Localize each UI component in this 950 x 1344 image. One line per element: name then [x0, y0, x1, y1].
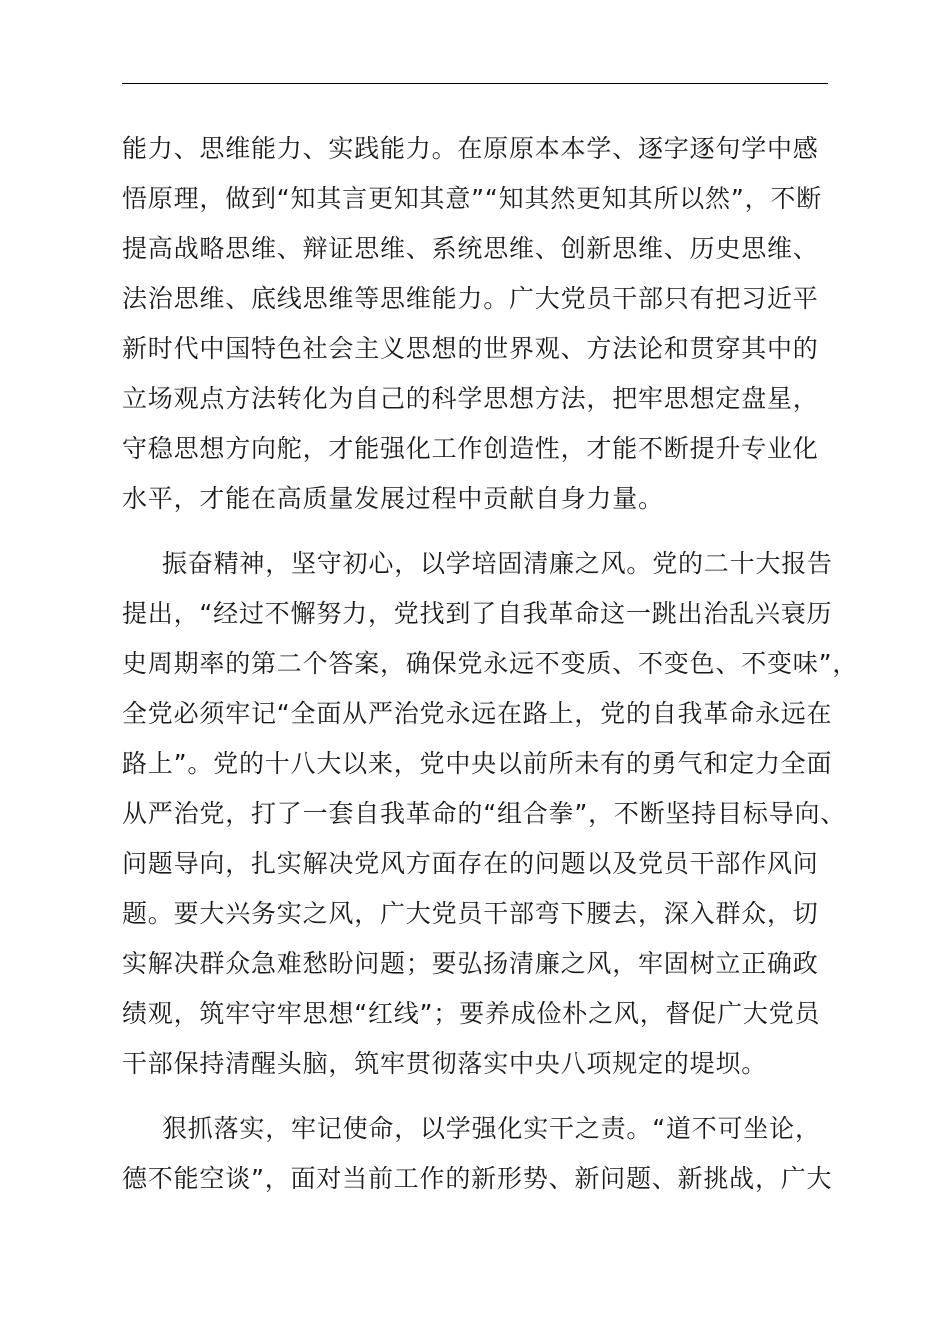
text-line: 提高战略思维、辩证思维、系统思维、创新思维、历史思维、: [122, 234, 819, 263]
text-line: 守稳思想方向舵，才能强化工作创造性，才能不断提升专业化: [122, 434, 819, 463]
header-rule: [122, 83, 828, 84]
text-line: 水平，才能在高质量发展过程中贡献自身力量。: [122, 484, 664, 513]
text-line: 问题导向，扎实解决党风方面存在的问题以及党员干部作风问: [122, 849, 819, 878]
text-line: 悟原理，做到“知其言更知其意”“知其然更知其所以然”，不断: [122, 184, 823, 213]
text-line: 法治思维、底线思维等思维能力。广大党员干部只有把习近平: [122, 284, 819, 313]
text-line: 史周期率的第二个答案，确保党永远不变质、不变色、不变味”，: [122, 649, 859, 678]
text-line: 提出，“经过不懈努力，党找到了自我革命这一跳出治乱兴衰历: [122, 599, 833, 628]
text-line: 实解决群众急难愁盼问题；要弘扬清廉之风，牢固树立正确政: [122, 949, 819, 978]
document-body: [122, 124, 859, 1204]
text-line: 振奋精神，坚守初心，以学培固清廉之风。党的二十大报告: [162, 549, 833, 578]
text-line: 德不能空谈”，面对当前工作的新形势、新问题、新挑战，广大: [122, 1164, 833, 1193]
text-line: 立场观点方法转化为自己的科学思想方法，把牢思想定盘星，: [122, 384, 819, 413]
text-line: 绩观，筑牢守牢思想“红线”；要养成俭朴之风，督促广大党员: [122, 999, 821, 1028]
text-line: 干部保持清醒头脑，筑牢贯彻落实中央八项规定的堤坝。: [122, 1049, 768, 1078]
text-line: 路上”。党的十八大以来，党中央以前所未有的勇气和定力全面: [122, 749, 833, 778]
text-line: 能力、思维能力、实践能力。在原原本本学、逐字逐句学中感: [122, 134, 819, 163]
text-line: 全党必须牢记“全面从严治党永远在路上，党的自我革命永远在: [122, 699, 833, 728]
text-line: 新时代中国特色社会主义思想的世界观、方法论和贯穿其中的: [122, 334, 819, 363]
text-line: 狠抓落实，牢记使命，以学强化实干之责。“道不可坐论，: [162, 1114, 821, 1143]
paragraph-3: [122, 1104, 833, 1204]
paragraph-1: [122, 124, 828, 524]
text-line: 题。要大兴务实之风，广大党员干部弯下腰去，深入群众，切: [122, 899, 819, 928]
paragraph-2: [122, 539, 859, 1089]
text-line: 从严治党，打了一套自我革命的“组合拳”，不断坚持目标导向、: [122, 799, 847, 828]
